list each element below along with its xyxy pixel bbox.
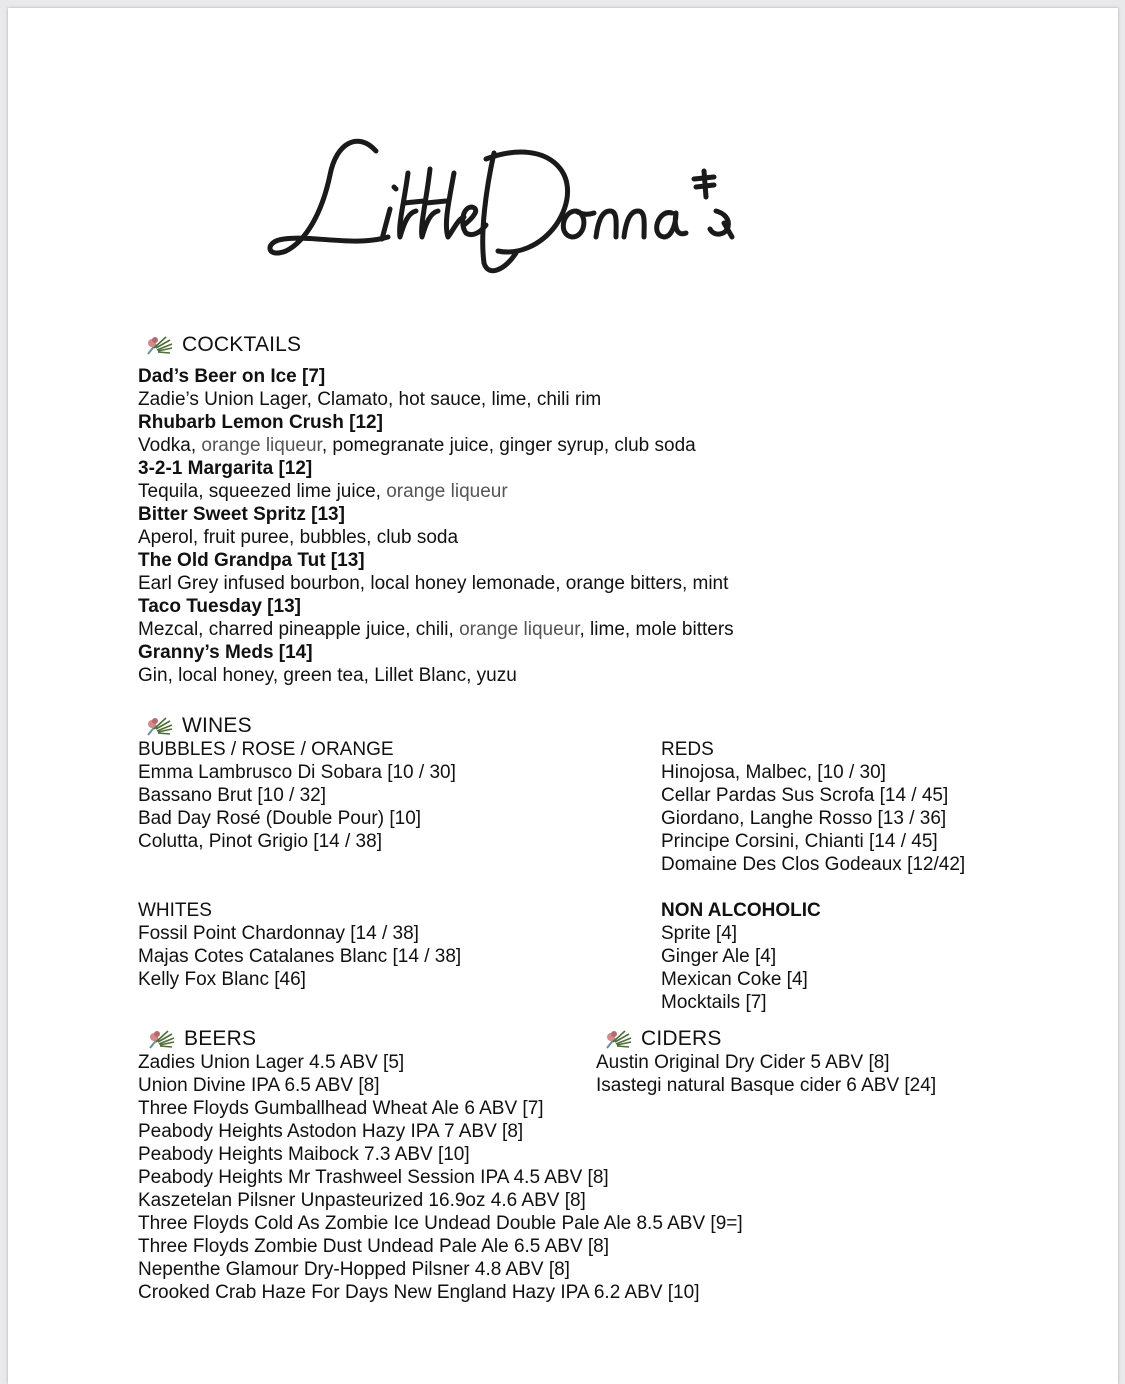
drink-item: Mexican Coke [4] [661, 969, 808, 990]
beer-item: Zadies Union Lager 4.5 ABV [5] [138, 1052, 405, 1073]
wine-item: Principe Corsini, Chianti [14 / 45] [661, 831, 938, 852]
description-segment: Mezcal, charred pineapple juice, chili, [138, 619, 460, 640]
wine-item: Majas Cotes Catalanes Blanc [14 / 38] [138, 946, 462, 967]
cocktail-name: Taco Tuesday [13] [138, 596, 301, 617]
description-segment: Vodka, [138, 435, 202, 456]
sprig-icon [146, 334, 174, 356]
sprig-icon [605, 1028, 633, 1050]
cocktail-name: Bitter Sweet Spritz [13] [138, 504, 345, 525]
beer-item: Peabody Heights Astodon Hazy IPA 7 ABV [8] [138, 1121, 524, 1142]
wine-item: Fossil Point Chardonnay [14 / 38] [138, 923, 419, 944]
beer-item: Crooked Crab Haze For Days New England Hazy IPA 6.2 ABV [10] [138, 1282, 700, 1303]
wine-item: Kelly Fox Blanc [46] [138, 969, 306, 990]
description-segment: Tequila, squeezed lime juice, [138, 481, 387, 502]
description-segment: orange liqueur [201, 435, 322, 456]
drink-item: Ginger Ale [4] [661, 946, 777, 967]
description-segment: orange liqueur [459, 619, 580, 640]
little-donnas-logo [258, 113, 768, 288]
cocktail-description [138, 618, 734, 641]
cider-item: Isastegi natural Basque cider 6 ABV [24] [596, 1075, 937, 1096]
beers-heading-label: BEERS [184, 1027, 257, 1050]
beer-item: Three Floyds Gumballhead Wheat Ale 6 ABV [7] [138, 1098, 544, 1119]
description-segment: Zadie’s Union Lager, Clamato, hot sauce, lime, chili rim [138, 389, 602, 410]
cocktail-description [138, 572, 734, 595]
beer-item: Union Divine IPA 6.5 ABV [8] [138, 1075, 380, 1096]
cocktail-description [138, 434, 734, 457]
bubbles-title: BUBBLES / ROSE / ORANGE [138, 739, 394, 760]
sprig-icon [148, 1028, 176, 1050]
beer-item: Nepenthe Glamour Dry-Hopped Pilsner 4.8 ABV [8] [138, 1259, 570, 1280]
non-alcoholic-title: NON ALCOHOLIC [661, 900, 821, 921]
wine-item: Cellar Pardas Sus Scrofa [14 / 45] [661, 785, 949, 806]
cocktail-description [138, 388, 734, 411]
cider-item: Austin Original Dry Cider 5 ABV [8] [596, 1052, 890, 1073]
cider-list [596, 1051, 936, 1097]
sprig-icon [146, 715, 174, 737]
description-segment: orange liqueur [386, 481, 508, 502]
beer-item: Peabody Heights Mr Trashweel Session IPA 4.5 ABV [8] [138, 1167, 609, 1188]
cocktail-name: 3-2-1 Margarita [12] [138, 458, 313, 479]
bubbles-rose-orange-list [138, 738, 456, 853]
wine-item: Bad Day Rosé (Double Pour) [10] [138, 808, 422, 829]
wine-item: Domaine Des Clos Godeaux [12/42] [661, 854, 966, 875]
description-segment: Aperol, fruit puree, bubbles, club soda [138, 527, 459, 548]
cocktail-description [138, 664, 734, 687]
wines-heading [146, 714, 252, 738]
cocktail-list [138, 365, 734, 687]
cocktail-description [138, 480, 734, 503]
beer-item: Kaszetelan Pilsner Unpasteurized 16.9oz 4.6 ABV [8] [138, 1190, 586, 1211]
description-segment: , lime, mole bitters [579, 619, 734, 640]
ciders-heading-label: CIDERS [641, 1027, 722, 1050]
drink-item: Sprite [4] [661, 923, 738, 944]
cocktail-description [138, 526, 734, 549]
description-segment: Earl Grey infused bourbon, local honey lemonade, orange bitters, mint [138, 573, 729, 594]
description-segment: , pomegranate juice, ginger syrup, club soda [321, 435, 696, 456]
cocktail-name: Granny’s Meds [14] [138, 642, 313, 663]
cocktail-name: The Old Grandpa Tut [13] [138, 550, 365, 571]
drink-item: Mocktails [7] [661, 992, 767, 1013]
ciders-heading [605, 1027, 722, 1051]
beer-item: Three Floyds Cold As Zombie Ice Undead Double Pale Ale 8.5 ABV [9=] [138, 1213, 743, 1234]
wines-heading-label: WINES [182, 714, 252, 737]
non-alcoholic-list [661, 899, 821, 1014]
wine-item: Colutta, Pinot Grigio [14 / 38] [138, 831, 382, 852]
cocktail-name: Dad’s Beer on Ice [7] [138, 366, 326, 387]
reds-list [661, 738, 965, 876]
reds-title: REDS [661, 739, 714, 760]
wine-item: Bassano Brut [10 / 32] [138, 785, 327, 806]
whites-title: WHITES [138, 900, 212, 921]
cocktails-heading-label: COCKTAILS [182, 333, 302, 356]
beer-item: Three Floyds Zombie Dust Undead Pale Ale 6.5 ABV [8] [138, 1236, 610, 1257]
whites-list [138, 899, 461, 991]
cocktails-heading [146, 333, 301, 357]
wine-item: Giordano, Langhe Rosso [13 / 36] [661, 808, 947, 829]
wine-item: Hinojosa, Malbec, [10 / 30] [661, 762, 886, 783]
wine-item: Emma Lambrusco Di Sobara [10 / 30] [138, 762, 456, 783]
description-segment: Gin, local honey, green tea, Lillet Blanc, yuzu [138, 665, 517, 686]
beers-heading [148, 1027, 256, 1051]
cocktail-name: Rhubarb Lemon Crush [12] [138, 412, 383, 433]
beer-item: Peabody Heights Maibock 7.3 ABV [10] [138, 1144, 470, 1165]
menu-page [8, 8, 1118, 1384]
